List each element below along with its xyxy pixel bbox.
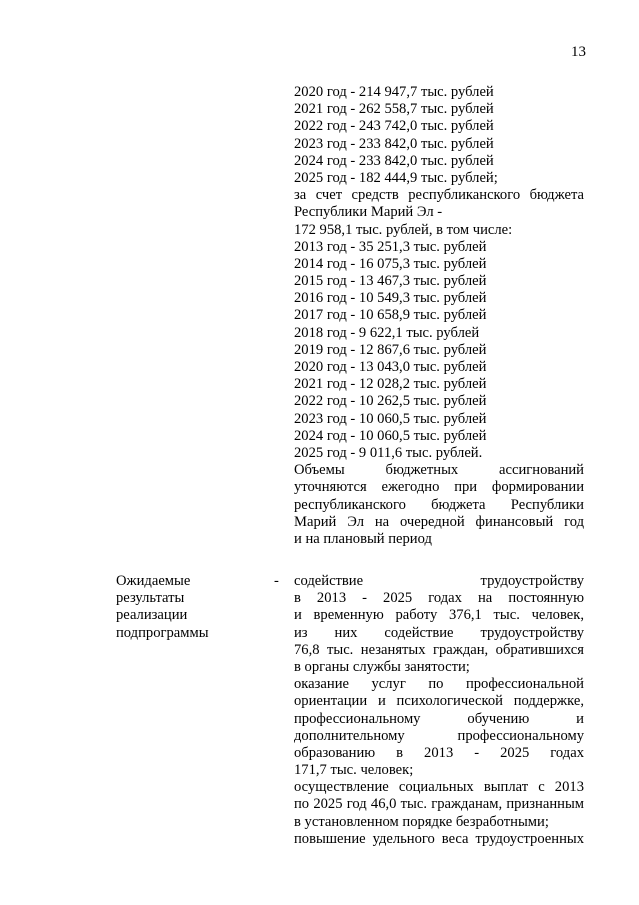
results-line: образованию в 2013 - 2025 годах bbox=[294, 744, 584, 761]
results-line: профессиональному обучению и bbox=[294, 710, 584, 727]
results-line: в установленном порядке безработными; bbox=[294, 813, 549, 830]
funding-line: 2014 год - 16 075,3 тыс. рублей bbox=[294, 255, 487, 272]
funding-line: 2020 год - 13 043,0 тыс. рублей bbox=[294, 359, 487, 375]
funding-line: 2013 год - 35 251,3 тыс. рублей bbox=[294, 238, 487, 255]
funding-line: 2018 год - 9 622,1 тыс. рублей bbox=[294, 324, 480, 341]
results-line: осуществление социальных выплат с 2013 bbox=[294, 779, 584, 796]
funding-line: 2022 год - 243 742,0 тыс. рублей bbox=[294, 118, 494, 135]
funding-line: 2021 год - 262 558,7 тыс. рублей bbox=[294, 101, 494, 118]
results-line: 171,7 тыс. человек; bbox=[294, 762, 414, 779]
results-line: в органы службы занятости; bbox=[294, 658, 470, 675]
funding-line: 2015 год - 13 467,3 тыс. рублей bbox=[294, 273, 487, 290]
label-line: реализации bbox=[116, 607, 188, 624]
results-line: дополнительному профессиональному bbox=[294, 727, 584, 744]
funding-line: 2016 год - 10 549,3 тыс. рублей bbox=[294, 290, 487, 307]
label-line: Ожидаемые bbox=[116, 573, 191, 589]
funding-line: республиканского бюджета Республики bbox=[294, 496, 584, 513]
funding-line: за счет средств республиканского бюджета bbox=[294, 187, 584, 204]
funding-line: и на плановый период bbox=[294, 530, 432, 547]
page-number: 13 bbox=[571, 44, 586, 60]
results-line: содействие трудоустройству bbox=[294, 573, 584, 589]
funding-line: 2022 год - 10 262,5 тыс. рублей bbox=[294, 393, 487, 410]
expected-results-label bbox=[116, 573, 266, 642]
results-line: и временную работу 376,1 тыс. человек, bbox=[294, 607, 584, 624]
funding-line: Республики Марий Эл - bbox=[294, 204, 443, 221]
funding-line: Марий Эл на очередной финансовый год bbox=[294, 513, 584, 530]
expected-results-text bbox=[294, 573, 584, 848]
funding-line: 2020 год - 214 947,7 тыс. рублей bbox=[294, 84, 494, 100]
funding-line: 2023 год - 10 060,5 тыс. рублей bbox=[294, 410, 487, 427]
funding-line: 2017 год - 10 658,9 тыс. рублей bbox=[294, 307, 487, 324]
results-line: по 2025 год 46,0 тыс. гражданам, признанным bbox=[294, 796, 584, 813]
funding-line: 2023 год - 233 842,0 тыс. рублей bbox=[294, 135, 494, 152]
results-line: в 2013 - 2025 годах на постоянную bbox=[294, 590, 584, 607]
results-line: из них содействие трудоустройству bbox=[294, 624, 584, 641]
funding-line: 2021 год - 12 028,2 тыс. рублей bbox=[294, 376, 487, 393]
funding-volumes-text bbox=[294, 84, 584, 548]
funding-line: 2025 год - 182 444,9 тыс. рублей; bbox=[294, 169, 498, 186]
funding-line: 2024 год - 10 060,5 тыс. рублей bbox=[294, 427, 487, 444]
funding-line: 172 958,1 тыс. рублей, в том числе: bbox=[294, 221, 513, 238]
funding-line: уточняются ежегодно при формировании bbox=[294, 479, 584, 496]
funding-line: 2024 год - 233 842,0 тыс. рублей bbox=[294, 152, 494, 169]
row-dash: - bbox=[274, 573, 279, 589]
label-line: подпрограммы bbox=[116, 624, 209, 641]
funding-line: 2025 год - 9 011,6 тыс. рублей. bbox=[294, 444, 483, 461]
funding-line: 2019 год - 12 867,6 тыс. рублей bbox=[294, 341, 487, 358]
results-line: повышение удельного веса трудоустроенных bbox=[294, 830, 584, 847]
results-line: оказание услуг по профессиональной bbox=[294, 676, 584, 693]
results-line: 76,8 тыс. незанятых граждан, обратившихся bbox=[294, 641, 584, 658]
funding-line: Объемы бюджетных ассигнований bbox=[294, 462, 584, 479]
label-line: результаты bbox=[116, 590, 185, 607]
results-line: ориентации и психологической поддержке, bbox=[294, 693, 584, 710]
